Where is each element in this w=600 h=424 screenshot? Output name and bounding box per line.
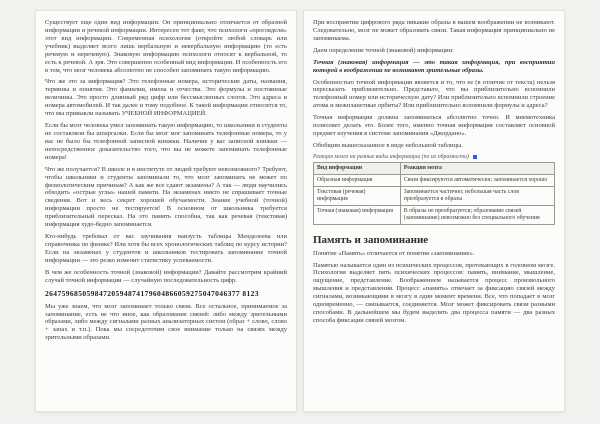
digit-sequence: 26475968505984720594874179604866059275047046377 8123 (45, 288, 259, 298)
table-header-reaction: Реакция мозга (400, 162, 554, 174)
paragraph: Понятие «Память» отличается от понятия «запоминание». (313, 249, 475, 257)
paragraph: При восприятии цифрового ряда никакие образы в вашем воображении не возникают. Следовательно, мозг не может образовать связи. Такая информация принципиально не запоминаема. (313, 19, 555, 42)
caption-marker-icon (473, 155, 477, 159)
left-page (35, 10, 297, 412)
table-cell-reaction: Связи фиксируются автоматически; запоминается хорошо (400, 174, 554, 186)
table-cell-type: Образная информация (314, 174, 401, 186)
paragraph: Мы уже знаем, что мозг запоминает только связи. Все остальное, принимаемое за запоминание, есть не что иное, как образование связей: либо между зрительными образами, либо между сигналами разных анализаторных систем (образ + слово, слово + запах и т.п.). Пока мы сосредоточим свое внимание только на связях между зрительными образами. (45, 302, 287, 342)
table-cell-type: Точная (знаковая) информация (314, 205, 401, 224)
paragraph: В чем же особенность точной (знаковой) информации? Давайте рассмотрим крайний случай точной информации — случайную последовательность цифр. (45, 268, 287, 284)
paragraph: Если бы мозг человека умел запоминать такую информацию, то школьники и студенты не составляли бы шпаргалки. Если бы мозг мог запоминать телефонные номера, то у вас не было бы телефонной записной книжки. Наличие у вас записной книжки — непосредственное доказательство того, что вы не можете запоминать телефонные номера! (45, 122, 287, 161)
paragraph: Существует еще один вид информации. Он принципиально отличается от образной информации и речевой информации. Интересен тот факт, что психологи «проглядели» этот вид информации. Современная психология (откройте любой словарь или учебник) выделяет всего лишь вербальную и невербальную информацию (то есть речевую и неречевую). Знаковую информацию психологи относят к вербальной, то есть к речевой. А зря. Это совершенно особенный вид информации. И особенность его в том, что мозг человека абсолютно не способен запоминать такую информацию. (45, 19, 287, 74)
definition-paragraph: Точная (знаковая) информация — это такая информация, при восприятии которой в воображении не возникают зрительные образы. (313, 58, 555, 74)
paragraph: Точная информация должна запоминаться абсолютно точно. И мнемотехника позволяет делать это. Более того, именно точная информация составляет основной предмет изучения в системе запоминания «Джордано». (313, 114, 555, 138)
paragraph: Что же это за информация? Это телефонные номера, исторические даты, названия, термины и понятия. Это фамилии, имена и отчества. Это формулы и постоянные величины. Это просто длинный ряд цифр или бессмысленных слогов. Это адреса и номера автомобилей. И так далее и тому подобное. К такой информации относится то, что мы привыкли называть УЧЕБНОЙ ИНФОРМАЦИЕЙ. (45, 78, 287, 118)
table-cell-reaction: В образы не преобразуется; образование связей (запоминание) невозможно без специального обучения (400, 205, 554, 224)
table-caption-text: Реакция мозга на разные виды информации (по их образности) (313, 153, 469, 160)
paragraph: Что же получается? В школе и в институте от людей требуют невозможного? Требуют, чтобы школьники и студенты запоминали то, что мозг запоминать не может по физиологическим причинам? А как же все сдают экзамены? А так — люди научились обходить «острые углы» нашей памяти. На экзаменах никто не спрашивает точные сведения. Вот и весь секрет хорошей обучаемости. Знание учебной (точной) информации просто не тестируется! В основном от школьника требуется приблизительный пересказ. На это память способна, так как речевая (текстовая) информация худо-бедно запоминается. (45, 165, 287, 229)
paragraph: Кто-нибудь требовал от вас заучивания наизусть таблицы Менделеева или справочника по физике? Или хотя бы всех хронологических таблиц по курсу истории? Если на экзаменах у студентов и школьников тестировать запоминание точной информации — это резко изменит статистику успеваемости. (45, 233, 287, 264)
paragraph: Памятью называется один из психических процессов, протекающих в головном мозге. Психология выделяет пять психических процессов: память, внимание, мышление, ощущение, представление. Воображением называется процесс произвольного мышления и представления. Процесс «память» отвечает за фиксацию связей между сигналами, возникающими в мозгу в один момент времени. Все, что попадает в мозг одновременно, — связывается, соединяется. Мозг может фиксировать связи разными способами. В дальнейшем мы будем выделять два процесса памяти — два разных способа фиксации связей мозгом. (313, 261, 555, 324)
section-heading: Память и запоминание (313, 233, 429, 246)
table-row (314, 186, 555, 205)
paragraph: Особенностью точной информации является и то, что ее (в отличие от текста) нельзя пересказать приблизительно. Представьте, что вы приблизительно вспомнили телефонный номер или историческую дату? Или приблизительно вспомнили строение атома и межпланетные орбиты? Или приблизительно вспомнили формулы и адреса? (313, 78, 555, 110)
table-cell-type: Текстовая (речевая) информация (314, 186, 401, 205)
table-header-type: Вид информации (314, 162, 401, 174)
table-caption (313, 154, 555, 160)
table-row (314, 174, 555, 186)
right-page (303, 10, 565, 412)
table-cell-reaction: Запоминается частично; небольшая часть слов преобразуется в образы (400, 186, 554, 205)
information-types-table (313, 162, 555, 225)
paragraph: Обобщим вышесказанное в виде небольшой таблицы. (313, 141, 463, 149)
table-row (314, 205, 555, 224)
table-header-row (314, 162, 555, 174)
paragraph: Даем определение точной (знаковой) информации: (313, 46, 454, 54)
